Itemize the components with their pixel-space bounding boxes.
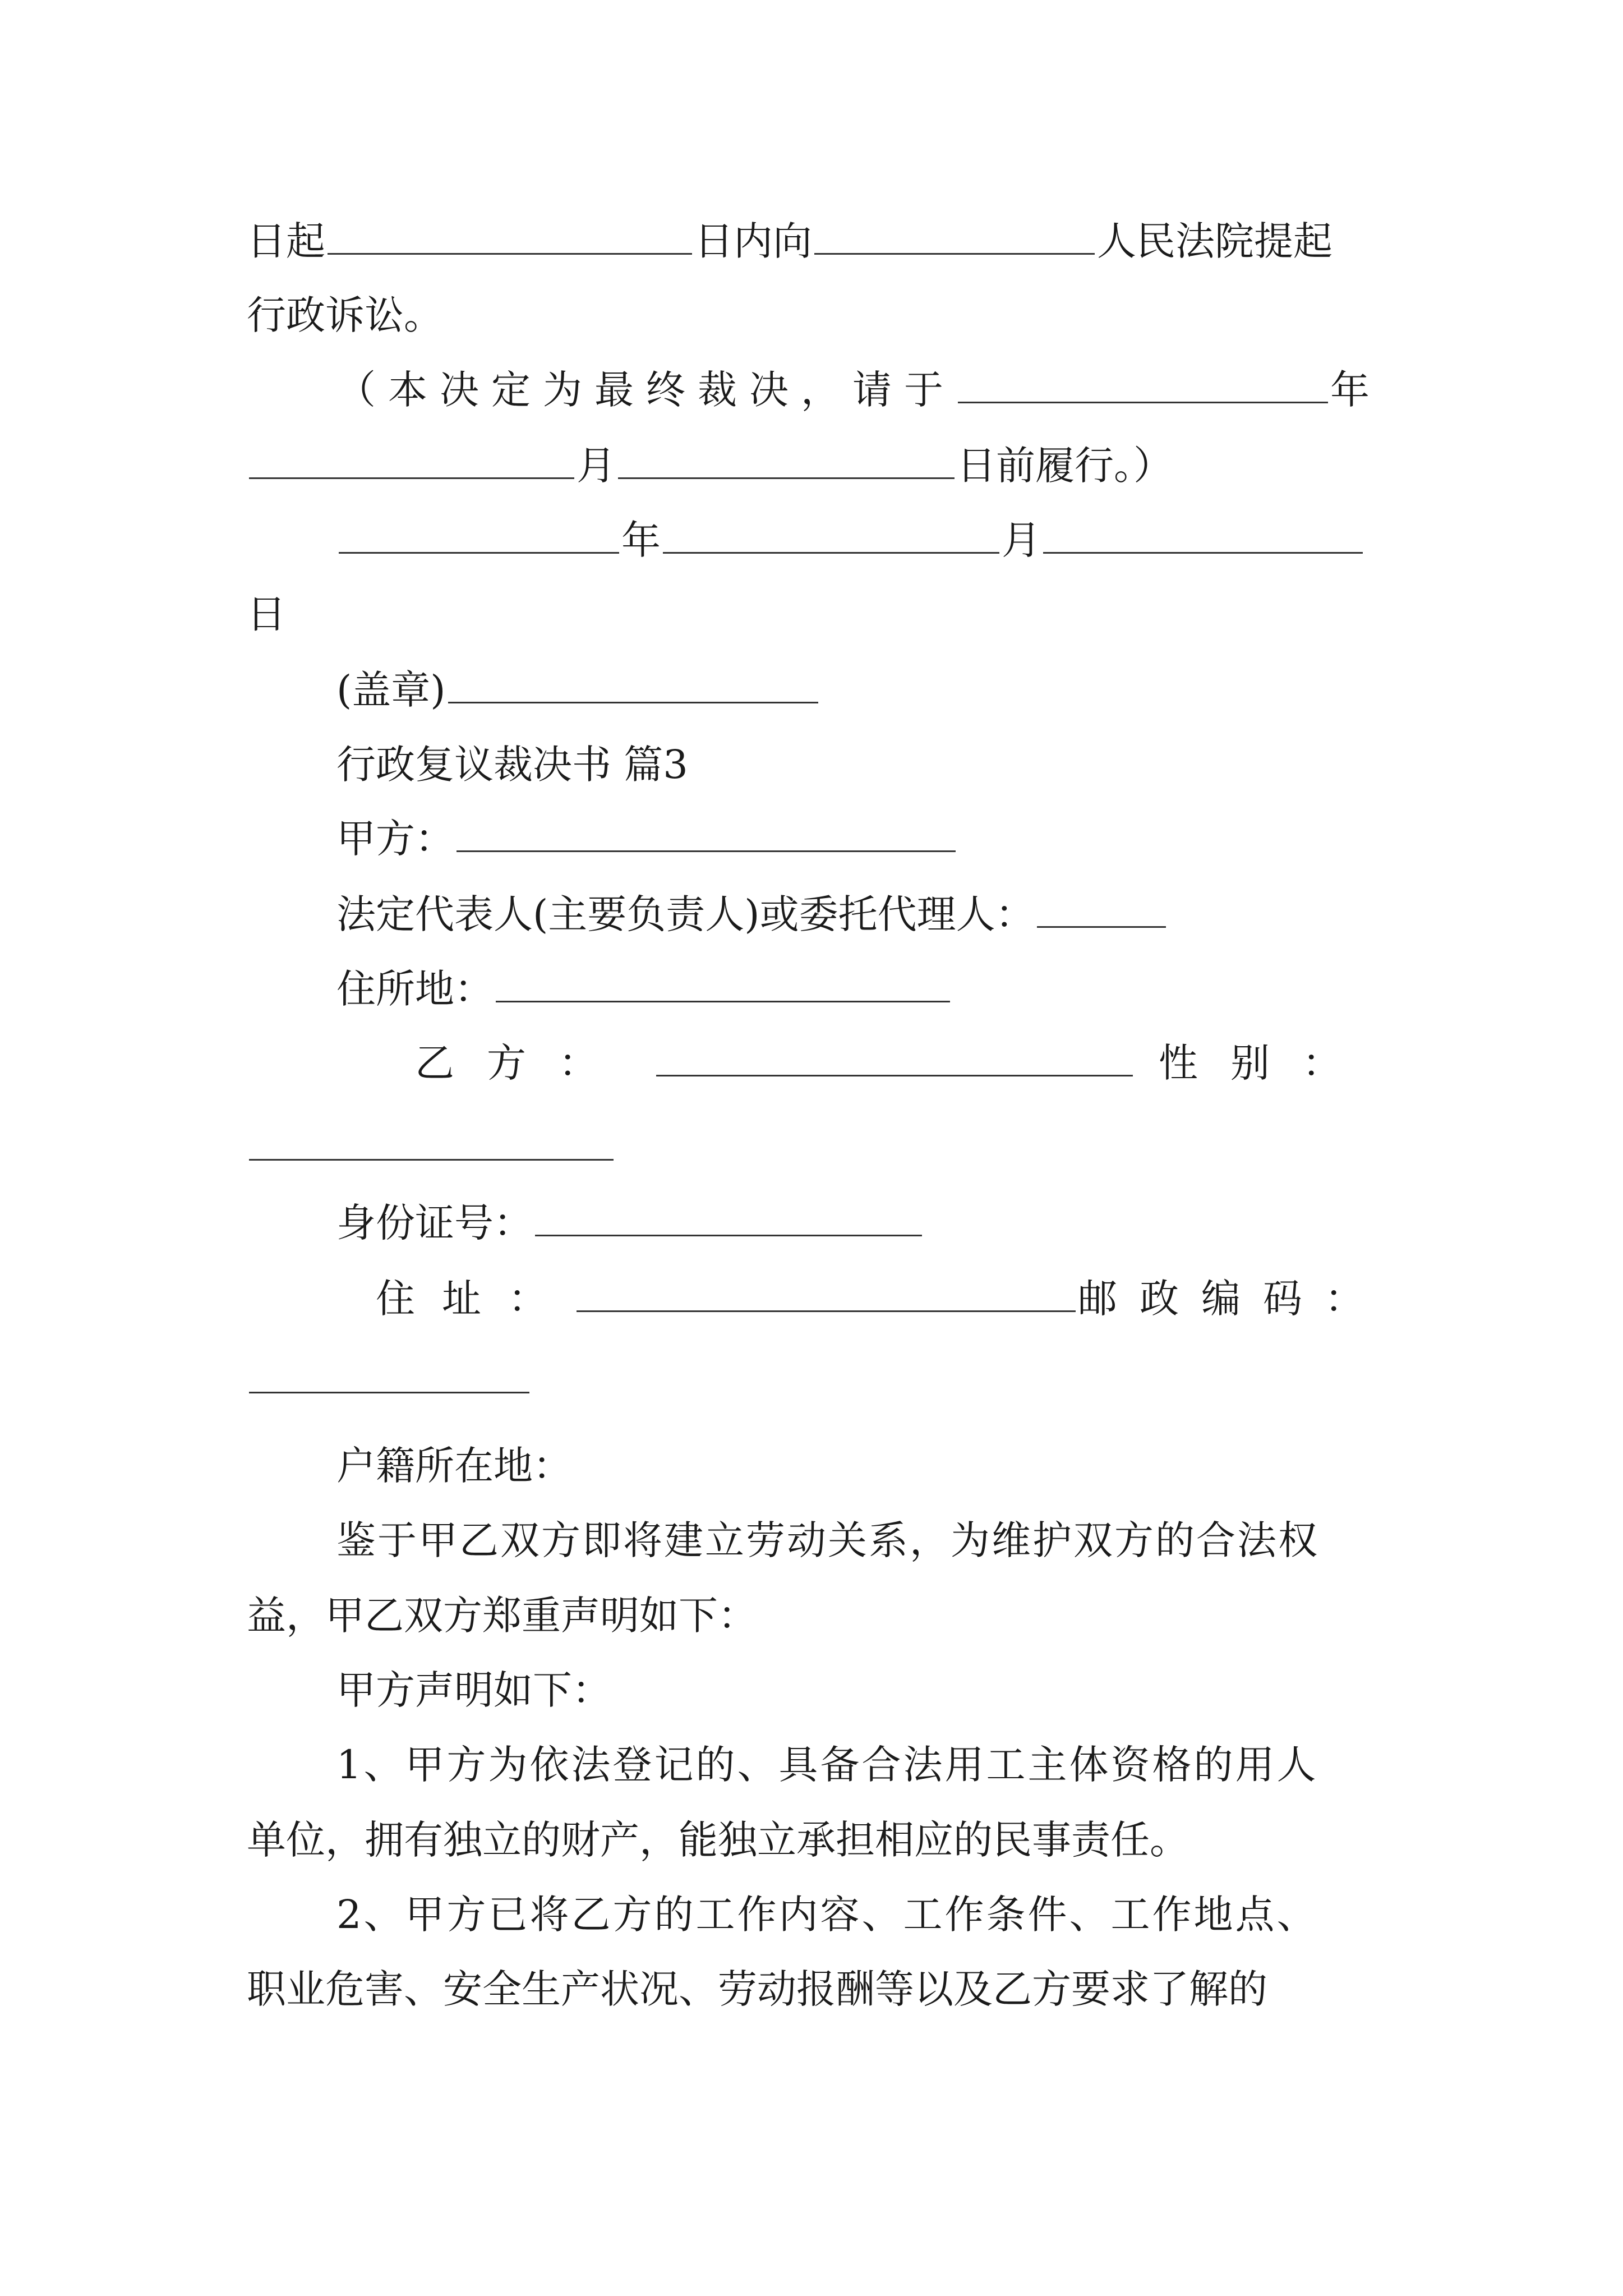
blank-address-field[interactable]	[577, 1276, 1076, 1312]
paragraph-line	[336, 1662, 611, 1718]
blank-postal-code-field[interactable]	[249, 1357, 529, 1393]
blank-sign-month-field[interactable]	[663, 517, 999, 554]
text-preamble-2: 益，甲乙双方郑重声明如下：	[247, 1593, 757, 1639]
line-9	[336, 811, 958, 867]
text-preamble-1: 鉴于甲乙双方即将建立劳动关系，为维护双方的合法权	[336, 1517, 1319, 1563]
text-clause-2-a: 2、甲方已将乙方的工作内容、工作条件、工作地点、	[336, 1892, 1318, 1938]
paragraph-line	[336, 1737, 1318, 1793]
line-6	[247, 586, 286, 642]
blank-sign-day-field[interactable]	[1043, 517, 1363, 554]
blank-domicile-field[interactable]	[496, 966, 950, 1002]
blank-party-b-field[interactable]	[656, 1040, 1133, 1076]
text-court-appeal: 人民法院提起	[1097, 218, 1332, 264]
blank-id-number-field[interactable]	[535, 1200, 922, 1236]
text-administrative-litigation: 行政诉讼。	[247, 292, 443, 338]
blank-day-field[interactable]	[618, 443, 955, 479]
line-5	[336, 512, 1365, 568]
label-party-a: 甲方：	[336, 816, 454, 862]
blank-sign-year-field[interactable]	[339, 517, 619, 554]
text-year: 年	[1330, 367, 1382, 413]
label-legal-representative: 法定代表人(主要负责人)或委托代理人：	[336, 891, 1035, 937]
label-id-number: 身份证号：	[336, 1200, 533, 1246]
label-gender: 性别：	[1159, 1040, 1374, 1086]
blank-month-field[interactable]	[249, 443, 574, 479]
label-address: 住址：	[376, 1276, 574, 1322]
blank-year-field[interactable]	[958, 367, 1328, 403]
line-7	[336, 662, 820, 718]
text-sign-day: 日	[247, 591, 286, 637]
text-ri-qi: 日起	[247, 218, 325, 264]
line-15	[376, 1271, 1386, 1327]
line-3	[336, 362, 1382, 418]
line-1	[247, 213, 1374, 269]
label-party-b: 乙方：	[415, 1040, 630, 1086]
paragraph-line	[247, 1812, 1189, 1868]
line-17	[336, 1438, 572, 1494]
blank-date-field[interactable]	[328, 218, 692, 255]
paragraph-line	[336, 1887, 1318, 1943]
line-13	[247, 1119, 616, 1175]
text-section-title: 行政复议裁决书 篇3	[336, 742, 688, 788]
blank-gender-field[interactable]	[249, 1124, 614, 1161]
line-16	[247, 1352, 532, 1408]
text-sign-month: 月	[1002, 517, 1041, 563]
line-4	[247, 438, 1173, 494]
section-heading	[336, 737, 688, 793]
text-clause-1-a: 1、甲方为依法登记的、具备合法用工主体资格的用人	[336, 1742, 1318, 1788]
label-domicile: 住所地：	[336, 966, 494, 1012]
text-seal: (盖章)	[336, 667, 446, 713]
text-clause-2-b: 职业危害、安全生产状况、劳动报酬等以及乙方要求了解的	[247, 1966, 1267, 2012]
text-ri-nei-xiang: 日内向	[694, 218, 812, 264]
text-party-a-declares: 甲方声明如下：	[336, 1667, 611, 1713]
line-2	[247, 287, 443, 343]
line-11	[336, 961, 952, 1017]
line-10	[336, 886, 1168, 942]
text-clause-1-b: 单位，拥有独立的财产，能独立承担相应的民事责任。	[247, 1817, 1189, 1863]
blank-party-a-field[interactable]	[457, 816, 956, 852]
paragraph-line	[336, 1512, 1319, 1568]
line-12	[415, 1035, 1374, 1091]
blank-court-field[interactable]	[814, 218, 1095, 255]
text-final-ruling: （本决定为最终裁决，请于	[336, 367, 956, 413]
paragraph-line	[247, 1961, 1267, 2017]
text-perform-before: 日前履行。）	[957, 443, 1173, 489]
blank-seal-field[interactable]	[448, 667, 818, 703]
text-month: 月	[577, 443, 616, 489]
label-postal-code: 邮政编码：	[1078, 1276, 1386, 1322]
paragraph-line	[247, 1588, 757, 1644]
line-14	[336, 1195, 924, 1251]
text-sign-year: 年	[621, 517, 661, 563]
blank-representative-field[interactable]	[1037, 891, 1166, 928]
label-household-registration: 户籍所在地：	[336, 1443, 572, 1489]
